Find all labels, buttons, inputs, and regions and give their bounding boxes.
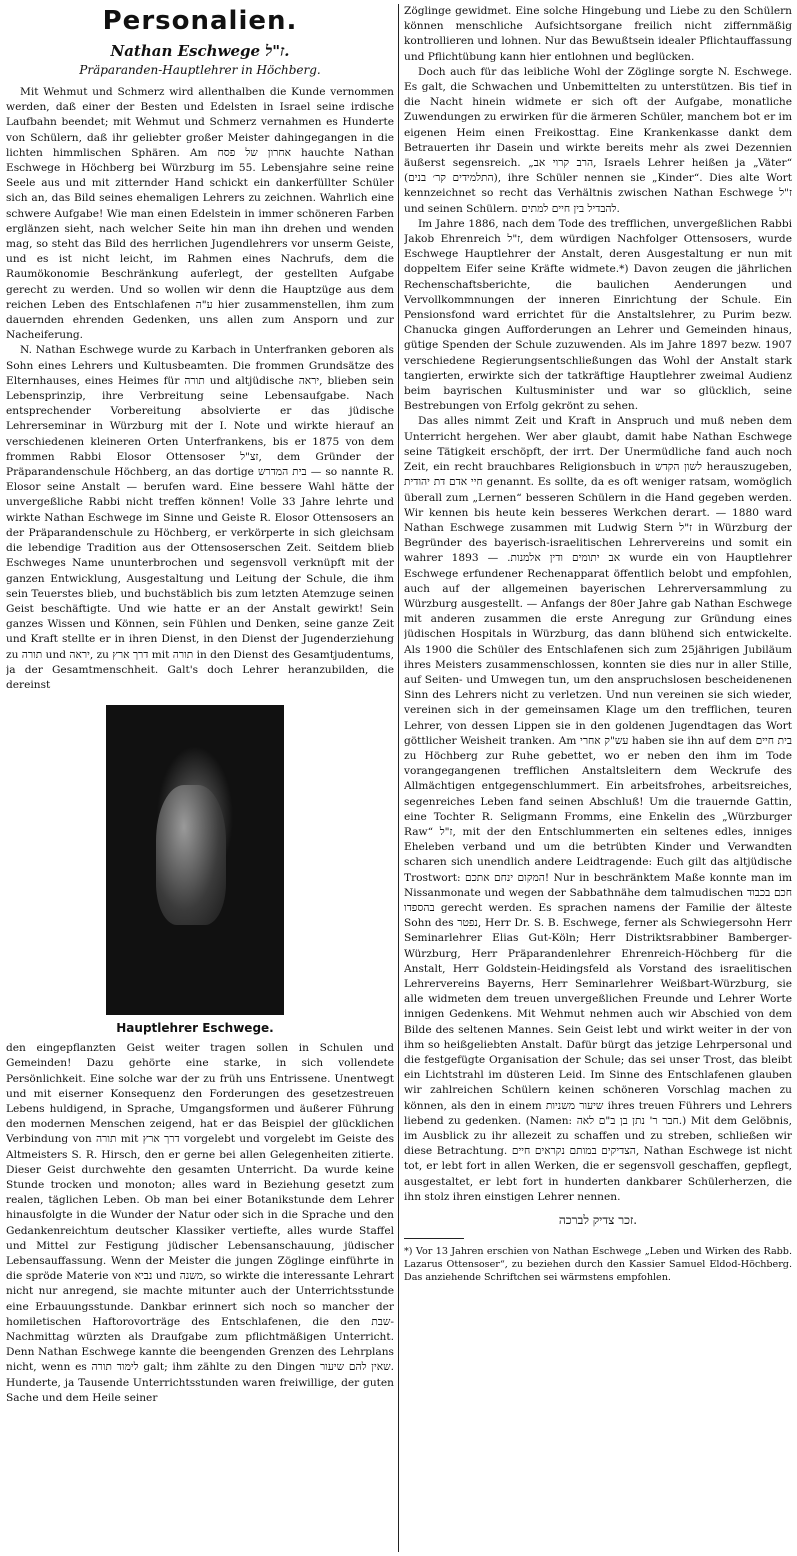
paragraph: Das alles nimmt Zeit und Kraft in Anspruch und muß neben dem Unterricht hergehen. Wer aber glaubt, damit habe Nathan Eschwege seine Tätigkeit erschöpft, der irrt. Der Unermüdliche fand auch noch Zeit, ein recht brauchbares Religionsbuch in לשון הקדש herauszugeben, חיי אדם דת יהודית genannt. Es sollte, da es oft weniger ratsam, womöglich überall zum „Lernen“ besseren Schülern in die Hand gegeben werden. Wir kennen bis heute kein besseres Werkchen derart. — 1880 ward Nathan Eschwege zusammen mit Ludwig Stern ז"ל in Würzburg der Begründer des bayerisch-israelitischen Lehrervereins und somit ein wahrer אב יתומים ודין אלמנות. — 1893 wurde ein von Hauptlehrer Eschwege erfundener Rechenapparat öffentlich belobt und empfohlen, auch auf der allgemeinen bayerischen Lehrerversammlung zu Würzburg ausgestellt. — Anfangs der 80er Jahre gab Nathan Eschwege mit anderen zusammen die erste Anregung zur Gründung eines jüdischen Hospitals in Würzburg, das dann blühend sich entwickelte. Als 1900 die Schüler des Entschlafenen sich zum 25jährigen Jubiläum ihres Meisters zusammenschlossen, konnten sie dies nur in aller Stille, auf Seiten- und Umwegen tun, um den anspruchslosen bescheidenenen Sinn des Lehrers nicht zu verletzen. Und nun vereinen sie sich wieder, vereinen sich in der gemeinsamen Klage um den trefflichen, teuren Lehrer, von dessen Lippen sie in den goldenen Jugendtagen das Wort göttlicher Weisheit tranken. Am עש"ק אחרי haben sie ihn auf dem בית חיים zu Höchberg zur Ruhe gebettet, wo er neben den ihm im Tode vorangegangenen trefflichen Anstaltsleitern dem Weckrufe des Allmächtigen entgegenschlummert. Ein arbeitsfrohes, arbeitsreiches, segenreiches Leben fand seinen Abschluß! Um die trauernde Gattin, eine Tochter R. Seligmann Fromms, eine Enkelin des „Würzburger Raw“ ז"ל, mit der den Entschlummerten ein seltenes edles, inniges Eheleben verband und um die betrübten Kinder und Verwandten scharen sich unendlich andere Leidtragende: Euch gilt das altjüdische Trostwort: המקום ינחם אתכם! Nur in beschränktem Maße konnte man im Nissanmonate und wegen der Sabbathnähe dem talmudischen חכם בכבוד בהספדו gerecht werden. Es sprachen namens der Familie der älteste Sohn des נפטר, Herr Dr. S. B. Eschwege, ferner als Schwiegersohn Herr Seminarlehrer Elias Gut-Köln; Herr Distriktsrabbiner Bamberger-Würzburg, Herr Präparandenlehrer Ehrenreich-Höchberg für die Anstalt, Herr Goldstein-Heidingsfeld als Vorstand des israelitischen Lehrervereins Bayerns, Herr Seminarlehrer Weißbart-Würzburg, sie alle widmeten dem treuen unvergeßlichen Freunde und Lehrer Worte innigen Gedenkens. Mit Wehmut nehmen auch wir Abschied von dem Bilde des seltenen Mannes. Sein Geist lebt und wirkt weiter in der von ihm so heißgeliebten Anstalt. Dafür bürgt das jetzige Lehrpersonal und die festgefügte Organisation der Schule; das sei unser Trost, das bleibt ein Lichtstrahl im düsteren Leid. Im Sinne des Entschlafenen glauben wir zahlreichen Schülern keinen schöneren Vorschlag machen zu können, als den in einem שיעור משניות ihres treuen Führers und Lehrers liebend zu gedenken. (Namen: חבר ר' נתן בן ב"ם לאה.) Mit dem Gelöbnis, im Ausblick zu ihr allezeit zu schaffen und zu streben, schließen wir diese Betrachtung. הצדיקים במותם נקראים חיים, Nathan Eschwege ist nicht tot, er lebt fort in allen Werken, die er segensvoll geschaffen, gepflegt, ausgestaltet, er lebt fort in hunderten dankbarer Schülerherzen, die ihn stolz ihren einstigen Lehrer nennen. — [404, 415, 792, 1203]
section-masthead: Personalien. — [102, 6, 298, 36]
paragraph: Im Jahre 1886, nach dem Tode des trefflichen, unvergeßlichen Rabbi Jakob Ehrenreich ז"ל, dem würdigen Nachfolger Ottensosers, wurde Eschwege Hauptlehrer der Anstalt, deren Ausgestaltung er nun mit doppeltem Eifer seine Kräfte widmete.*) Davon zeugen die jährlichen Rechenschaftsberichte, die baulichen Aenderungen und Vervollkommnungen der inneren Einrichtung der Schule. Ein Pensionsfond ward errichtet für die Anstaltslehrer, zu Purim bezw. Chanucka gingen Aufforderungen an Lehrer und Gemeinden hinaus, gütige Spenden der Schule zuzuwenden. Als im Jahre 1897 bezw. 1907 verschiedene Regierungsentschließungen das Wohl der Anstalt stark tangierten, erwirkte sich der tatkräftige Hauptlehrer zweimal Audienz beim bayrischen Kultusminister und war so glücklich, seine Bestrebungen von Erfolg gekrönt zu sehen. — [404, 217, 792, 413]
portrait-figure — [156, 785, 226, 925]
paragraph: Zöglinge gewidmet. Eine solche Hingebung und Liebe zu den Schülern können menschliche Aufsichtsorgane freilich nicht ziffernmäßig kontrollieren und lohnen. Nur das Bewußtsein idealer Pflichtauffassung und Pflichtübung kann hier entlohnen und beglücken. — [404, 5, 792, 63]
column-divider — [398, 4, 399, 1552]
portrait-photo — [106, 705, 284, 1015]
right-column — [404, 4, 792, 1552]
footnote-divider — [404, 1238, 464, 1239]
portrait-photo-block — [106, 705, 284, 1035]
closing-blessing: זכר צדיק לברכה. — [558, 1213, 638, 1228]
paragraph: Mit Wehmut und Schmerz wird allenthalben die Kunde vernommen werden, daß einer der Besten und Edelsten in Israel seine irdische Laufbahn beendet; mit Wehmut und Schmerz vernahmen es Hunderte von Schülern, daß ihr geliebter großer Meister dahingegangen in die lichten himmlischen Sphären. Am אחרון של פסח hauchte Nathan Eschwege in Höchberg bei Würzburg im 55. Lebensjahre seine reine Seele aus und mit zitternder Hand schickt ein dankerfüllter Schüler sich an, das Bild seines ehemaligen Lehrers zu zeichnen. Wahrlich eine schwere Aufgabe! Wie man einen Edelstein in immer schöneren Farben erglänzen sieht, nach welcher Seite hin man ihn drehen und wenden mag, so steht das Bild des herrlichen Jugendlehrers vor unserm Geiste, und es ist nicht leicht, im Rahmen eines Nachrufs, dem die Raumökonomie Beschränkung auferlegt, der gestellten Aufgabe gerecht zu werden. Und so wollen wir denn die Hauptzüge aus dem reichen Leben des Entschlafenen ע"ה hier zusammenstellen, ihm zum dauernden ehrenden Gedenken, uns allen zum Ansporn und zur Nacheiferung. — [6, 86, 394, 342]
footnote: *) Vor 13 Jahren erschien von Nathan Eschwege „Leben und Wirken des Rabb. Lazarus Ottensoser“, zu beziehen durch den Kassier Samuel Eldod-Höchberg. Das anziehende Schriftchen sei wärmstens empfohlen. — [404, 1246, 792, 1284]
left-column — [6, 4, 394, 1552]
obituary-heading: Nathan Eschwege ז"ל. — [110, 42, 290, 60]
paragraph: N. Nathan Eschwege wurde zu Karbach in Unterfranken geboren als Sohn eines Lehrers und Kultusbeamten. Die frommen Grundsätze des Elternhauses, eines Heimes für תורה und altjüdische יראה, blieben sein Lebensprinzip, ihre Verbreitung seine Lebensaufgabe. Nach entsprechender Vorbereitung absolvierte er das jüdische Lehrerseminar in Würzburg mit der I. Note und wirkte hierauf an verschiedenen kleineren Orten Unterfrankens, bis er 1875 von dem frommen Rabbi Elosor Ottensoser זצ"ל, dem Gründer der Präparandenschule Höchberg, an das dortige בית המדרש — so nannte R. Elosor seine Anstalt — berufen ward. Eine bessere Wahl hätte der unvergeßliche Rabbi nicht treffen können! Volle 33 Jahre lehrte und wirkte Nathan Eschwege im Sinne und Geiste R. Elosor Ottensosers an der Präparandenschule zu Höchberg, er verkörperte in sich gleichsam die lebendige Tradition aus der Ottensoserschen Zeit. Seitdem blieb Eschweges Name ununterbrochen und segensvoll verknüpft mit der ganzen Entwicklung, Ausgestaltung und Leitung der Schule, die ihm sein Teuerstes blieb, und buchstäblich bis zum letzten Atemzuge seinen Geist beschäftigte. Und wie hatte er an der Anstalt gewirkt! Sein ganzes Wissen und Können, sein Fühlen und Denken, seine ganze Zeit und Kraft stellte er in ihren Dienst, in den Dienst der Jugenderziehung zu תורה und יראה, zu דרך ארץ mit תורה in den Dienst des Gesamtjudentums, ja der Gesamtmenschheit. Galt's doch Lehrer heranzubilden, die dereinst — [6, 344, 394, 691]
paragraph: den eingepflanzten Geist weiter tragen sollen in Schulen und Gemeinden! Dazu gehörte eine starke, in sich vollendete Persönlichkeit. Eine solche war der zu früh uns Entrissene. Unentwegt und mit eiserner Konsequenz den Forderungen des gesetzestreuen Lebens huldigend, in Sprache, Umgangsformen und äußerer Führung den modernen Menschen zeigend, hat er das Beispiel der glücklichen Verbindung von תורה mit דרך ארץ vorgelebt und vorgelebt im Geiste des Altmeisters S. R. Hirsch, den er gerne bei allen Gelegenheiten zitierte. Dieser Geist durchwehte den gesamten Unterricht. Da wurde keine Stunde trocken und monoton; alles ward in Beziehung gesetzt zum realen, täglichen Leben. Ob man bei einer Botanikstunde dem Lehrer hinausfolgte in die Wunder der Natur oder sich in die Sprache und den Gedankenreichtum deutscher Klassiker vertiefte, alles wurde Staffel und Mittel zur Festigung jüdischer Lebensanschauung, jüdischer Lebensauffassung. Wenn der Meister die jungen Zöglinge einführte in die spröde Materie von נביא und משנה, so wirkte die interessante Lehrart nicht nur anregend, sie machte mitunter auch der Unterrichtsstunde eine Erbauungsstunde. Dankbar erinnert sich noch so mancher der homiletischen Haftorovorträge des Entschlafenen, die den שבת-Nachmittag würzten als Draufgabe zum pflichtmäßigen Unterricht. Denn Nathan Eschwege kannte die beengenden Grenzen des Lehrplans nicht, wenn es לימוד תורה galt; ihm zählte zu den Dingen שאין להם שיעור. Hunderte, ja Tausende Unterrichtsstunden waren freiwillige, der guten Sache und dem Heile seiner — [6, 1042, 394, 1404]
photo-caption: Hauptlehrer Eschwege. — [116, 1021, 274, 1036]
obituary-subheading: Präparanden-Hauptlehrer in Höchberg. — [79, 63, 321, 77]
paragraph: Doch auch für das leibliche Wohl der Zöglinge sorgte N. Eschwege. Es galt, die Schwachen und Unbemittelten zu unterstützen. Bis tief in die Nacht hinein widmete er sich oft der Aufgabe, monatliche Zuwendungen zu erwirken für die ärmeren Schüler, manchem bot er im eigenen Heim einen Freikosttag. Eine Krankenkasse dankt dem Betrauerten ihr Dasein und wirkte bereits mehr als zwei Dezennien äußerst segensreich. „הרב קרוי אב, Israels Lehrer heißen ja „Väter“ (התלמידים קר׳ בנים), ihre Schüler nennen sie „Kinder“. Dies alte Wort kennzeichnet so recht das Verhältnis zwischen Nathan Eschwege ז"ל und seinen Schülern. להבדיל בין חיים למתים. — [404, 65, 792, 215]
